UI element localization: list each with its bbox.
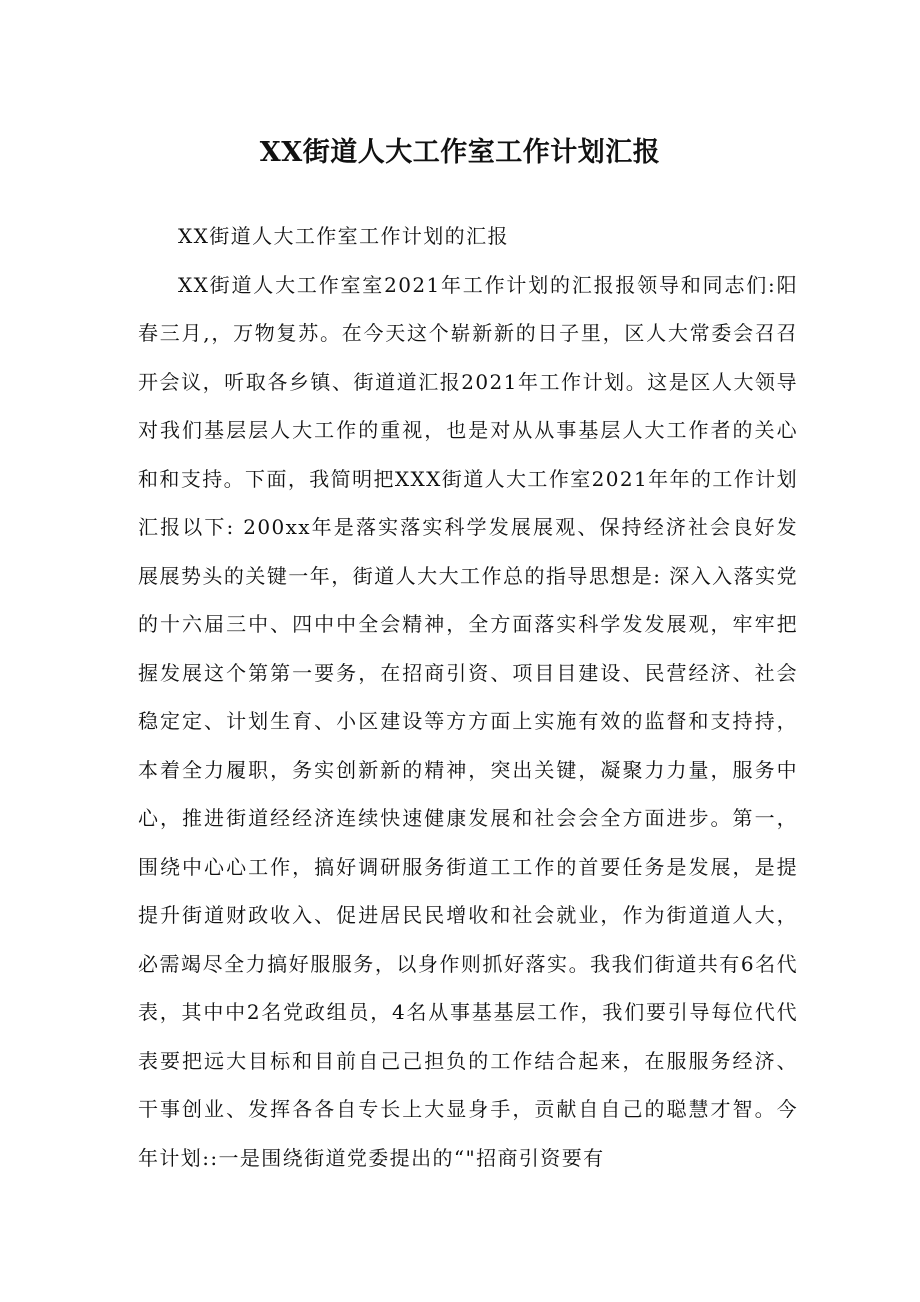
document-title: XX街道人大工作室工作计划汇报 [259, 137, 661, 169]
subtitle-paragraph: XX街道人大工作室工作计划的汇报 [178, 224, 509, 248]
document-body [138, 212, 798, 1182]
body-paragraph: XX街道人大工作室室2021年工作计划的汇报报领导和同志们:阳春三月,，万物复苏。在今天这个崭新新的日子里，区人大常委会召召开会议，听取各乡镇、街道道汇报2021年工作计划。这是区人大领导对我们基层层人大工作的重视，也是对从从事基层人大工作者的关心和和支持。下面，我简明把XXX街道人大工作室2021年年的工作计划汇报以下: 200xx年是落实落实科学发展展观、保持经济社会良好发展展势头的关键一年，街道人大大工作总的指导思想是: 深入入落实党的十六届三中、四中中全会精神，全方面落实科学发发展观，牢牢把握发展这个第第一要务，在招商引资、项目目建设、民营经济、社会稳定定、计划生育、小区建设等方方面上实施有效的监督和支持持，本着全力履职，务实创新新的精神，突出关键，凝聚力力量，服务中心，推进街道经经济连续快速健康发展和社会会全方面进步。第一，围绕中心心工作，搞好调研服务街道工工作的首要任务是发展，是提提升街道财政收入、促进居民民增收和社会就业，作为街道道人大，必需竭尽全力搞好服服务，以身作则抓好落实。我我们街道共有6名代表，其中中2名党政组员，4名从事基基层工作，我们要引导每位代代表要把远大目标和目前自己己担负的工作结合起来，在服服务经济、干事创业、发挥各各自专长上大显身手，贡献自自己的聪慧才智。今年计划::一是围绕街道党委提出的“"招商引资要有 [138, 272, 798, 1170]
